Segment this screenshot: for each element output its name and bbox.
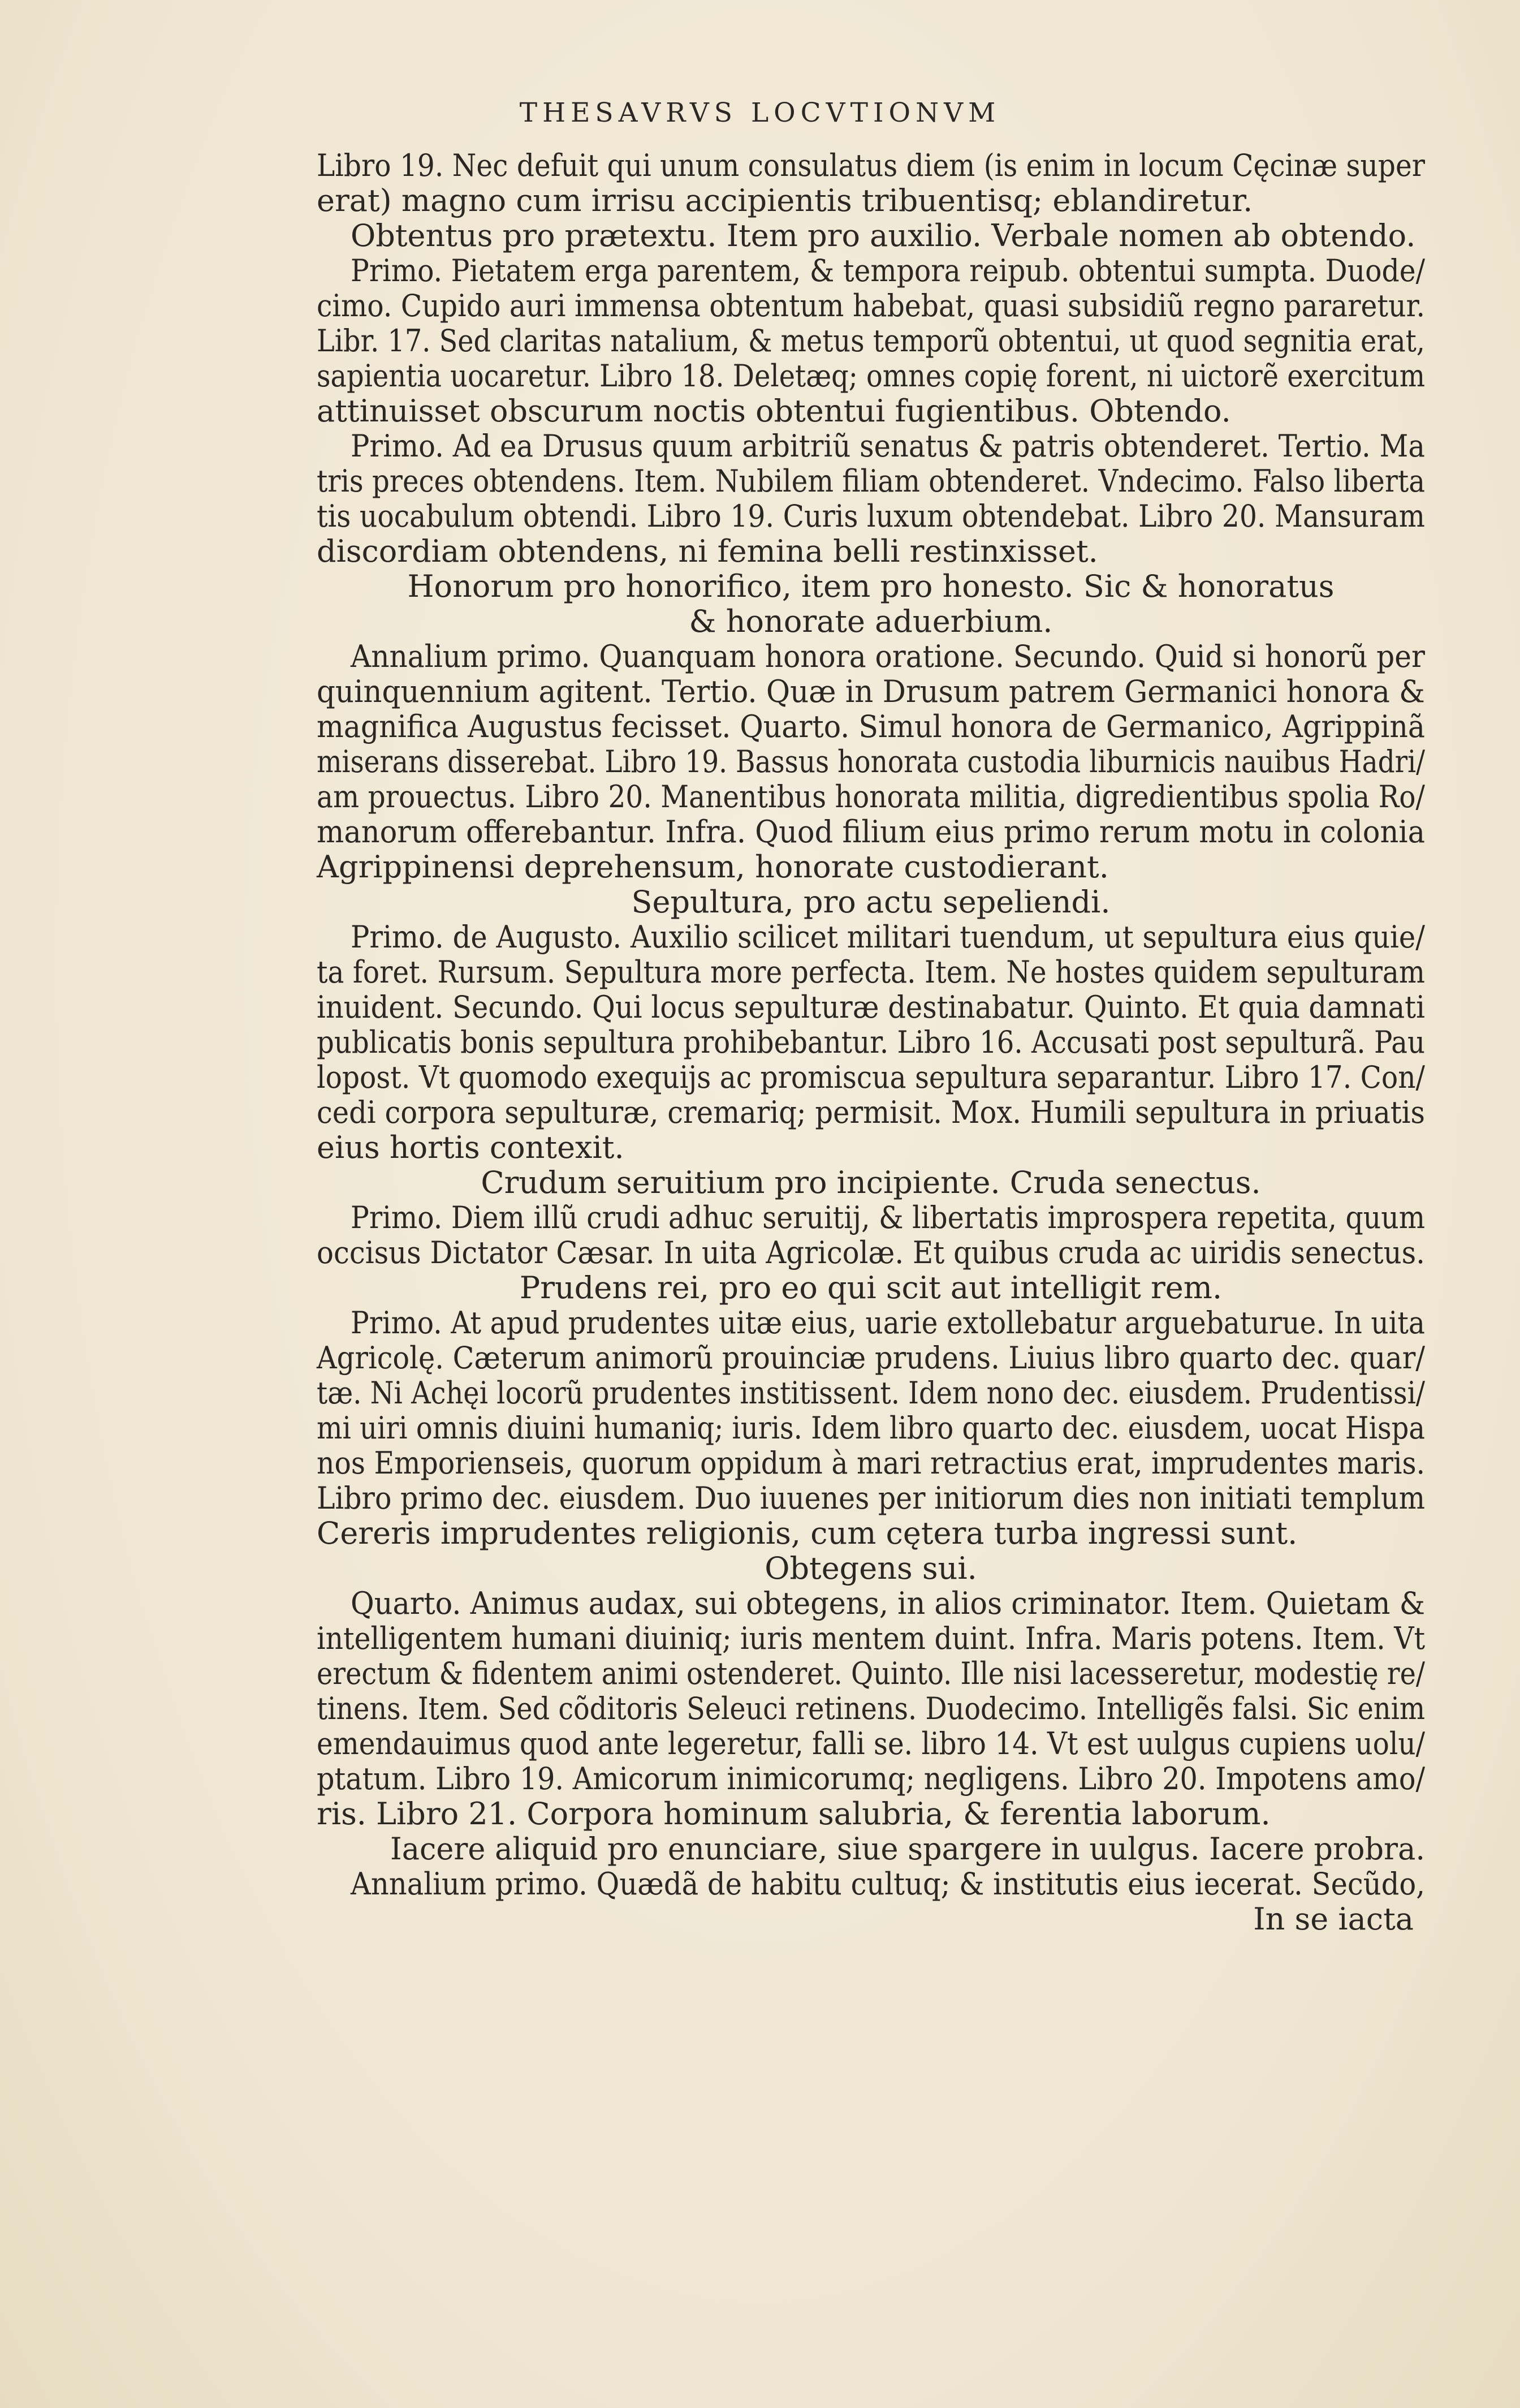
text-line: inuident. Secundo. Qui locus sepulturæ destinabatur. Quinto. Et quia damnati [317, 989, 1425, 1025]
text-line: Agricolę. Cæterum animorũ prouinciæ prudens. Liuius libro quarto dec. quar/ [317, 1340, 1426, 1376]
text-line: tis uocabulum obtendi. Libro 19. Curis luxum obtendebat. Libro 20. Mansuram [317, 498, 1426, 534]
text-line: Primo. At apud prudentes uitæ eius, uarie extollebatur arguebaturue. In uita [351, 1305, 1425, 1341]
text-line: emendauimus quod ante legeretur, falli se. libro 14. Vt est uulgus cupiens uolu/ [317, 1726, 1426, 1761]
text-line: Primo. de Augusto. Auxilio scilicet militari tuendum, ut sepultura eius quie/ [351, 919, 1425, 955]
entry-heading: Obtentus pro prætextu. Item pro auxilio. Verbale nomen ab obtendo. [351, 218, 1416, 253]
text-line: intelligentem humani diuiniq; iuris mentem duint. Infra. Maris potens. Item. Vt [317, 1621, 1426, 1656]
text-line: attinuisset obscurum noctis obtentui fugientibus. Obtendo. [317, 393, 1231, 429]
text-line: Libro primo dec. eiusdem. Duo iuuenes per initiorum dies non initiati templum [317, 1480, 1426, 1516]
text-line: miserans disserebat. Libro 19. Bassus honorata custodia liburnicis nauibus Hadri/ [317, 744, 1425, 779]
catchword: In se iacta [1253, 1901, 1414, 1937]
text-line: Primo. Ad ea Drusus quum arbitriũ senatus & patris obtenderet. Tertio. Ma [351, 428, 1425, 464]
text-line: discordiam obtendens, ni femina belli restinxisset. [317, 533, 1098, 569]
entry-heading: Prudens rei, pro eo qui scit aut intelligit rem. [519, 1270, 1223, 1306]
text-line: Libro 19. Nec defuit qui unum consulatus diem (is enim in locum Cęcinæ super [317, 148, 1425, 183]
entry-heading: Obtegens sui. [765, 1550, 977, 1586]
text-line: magnifica Augustus fecisset. Quarto. Simul honora de Germanico, Agrippinã [317, 709, 1426, 744]
entry-heading: Sepultura, pro actu sepeliendi. [631, 884, 1111, 920]
text-line: Annalium primo. Quædã de habitu cultuq; & institutis eius iecerat. Secũdo, [351, 1866, 1426, 1902]
text-line: ris. Libro 21. Corpora hominum salubria, & ferentia laborum. [317, 1796, 1271, 1832]
text-line: cedi corpora sepulturæ, cremariq; permisit. Mox. Humili sepultura in priuatis [317, 1095, 1425, 1130]
text-line: tæ. Ni Achęi locorũ prudentes institissent. Idem nono dec. eiusdem. Prudentissi/ [317, 1375, 1426, 1411]
text-line: publicatis bonis sepultura prohibebantur. Libro 16. Accusati post sepulturã. Pau [317, 1024, 1425, 1060]
text-line: Agrippinensi deprehensum, honorate custodierant. [317, 849, 1109, 885]
text-line: erectum & fidentem animi ostenderet. Quinto. Ille nisi lacesseretur, modestię re/ [317, 1656, 1425, 1691]
text-line: ta foret. Rursum. Sepultura more perfecta. Item. Ne hostes quidem sepulturam [317, 954, 1425, 990]
text-line: eius hortis contexit. [317, 1130, 624, 1165]
text-line: nos Emporienseis, quorum oppidum à mari retractius erat, imprudentes maris. [317, 1445, 1426, 1481]
text-block [317, 148, 1425, 1937]
text-line: quinquennium agitent. Tertio. Quæ in Drusum patrem Germanici honora & [317, 674, 1425, 709]
entry-heading: Honorum pro honorifico, item pro honesto. Sic & honoratus [407, 568, 1335, 604]
text-line: Primo. Diem illũ crudi adhuc seruitij, & libertatis improspera repetita, quum [351, 1200, 1426, 1235]
text-line: Libr. 17. Sed claritas natalium, & metus temporũ obtentui, ut quod segnitia erat, [317, 323, 1425, 359]
text-line: mi uiri omnis diuini humaniq; iuris. Idem libro quarto dec. eiusdem, uocat Hispa [317, 1410, 1425, 1446]
text-line: ptatum. Libro 19. Amicorum inimicorumq; negligens. Libro 20. Impotens amo/ [317, 1761, 1426, 1797]
entry-heading: Crudum seruitium pro incipiente. Cruda senectus. [481, 1165, 1261, 1200]
text-line: Annalium primo. Quanquam honora oratione. Secundo. Quid si honorũ per [351, 639, 1425, 674]
running-head: THESAVRVS LOCVTIONVM [519, 97, 1001, 128]
text-line: lopost. Vt quomodo exequijs ac promiscua sepultura separantur. Libro 17. Con/ [317, 1059, 1425, 1095]
text-line: sapientia uocaretur. Libro 18. Deletæq; omnes copię forent, ni uictorẽ exercitum [317, 358, 1426, 394]
text-line: cimo. Cupido auri immensa obtentum habebat, quasi subsidiũ regno pararetur. [317, 288, 1426, 324]
text-line: occisus Dictator Cæsar. In uita Agricolæ. Et quibus cruda ac uiridis senectus. [317, 1235, 1426, 1270]
text-line: tris preces obtendens. Item. Nubilem filiam obtenderet. Vndecimo. Falso liberta [317, 463, 1426, 499]
text-line: Cereris imprudentes religionis, cum cętera turba ingressi sunt. [317, 1515, 1298, 1551]
text-line: tinens. Item. Sed cõditoris Seleuci retinens. Duodecimo. Intelligẽs falsi. Sic enim [317, 1691, 1426, 1726]
entry-heading: & honorate aduerbium. [689, 604, 1053, 639]
text-line: am prouectus. Libro 20. Manentibus honorata militia, digredientibus spolia Ro/ [317, 779, 1425, 815]
text-line: Quarto. Animus audax, sui obtegens, in alios criminator. Item. Quietam & [351, 1586, 1426, 1621]
text-line: erat) magno cum irrisu accipientis tribuentisq; eblandiretur. [317, 183, 1253, 218]
text-line: Primo. Pietatem erga parentem, & tempora reipub. obtentui sumpta. Duode/ [351, 253, 1426, 288]
text-line: manorum offerebantur. Infra. Quod filium eius primo rerum motu in colonia [317, 814, 1426, 850]
entry-heading: Iacere aliquid pro enunciare, siue spargere in uulgus. Iacere probra. [390, 1831, 1426, 1867]
